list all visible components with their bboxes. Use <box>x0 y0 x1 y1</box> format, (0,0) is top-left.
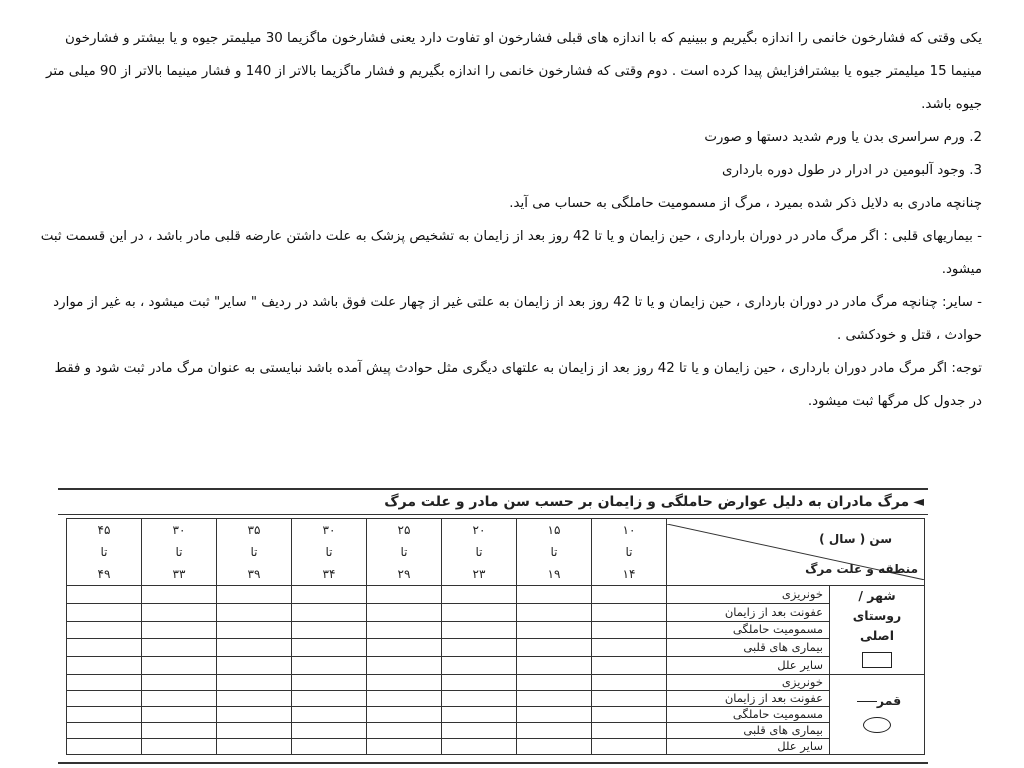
age-group-text: تا <box>400 545 408 559</box>
data-entry-cell[interactable] <box>517 603 592 621</box>
table-row <box>67 691 925 707</box>
cause-label: خونریزی <box>667 586 830 604</box>
age-group-header <box>217 519 292 586</box>
age-group-text: ۲۰ <box>472 523 486 537</box>
cause-label: مسمومیت حاملگی <box>667 621 830 639</box>
data-entry-cell[interactable] <box>442 723 517 739</box>
data-entry-cell[interactable] <box>217 603 292 621</box>
data-entry-cell[interactable] <box>592 739 667 755</box>
age-group-text: تا <box>625 545 633 559</box>
age-group-text: ۲۹ <box>397 567 411 581</box>
table-row <box>67 739 925 755</box>
age-group-text: ۱۰ <box>622 523 636 537</box>
region-cell-satellite <box>830 675 925 755</box>
age-group-text: ۳۹ <box>247 567 261 581</box>
age-group-text: ۴۹ <box>97 567 111 581</box>
data-entry-cell[interactable] <box>292 723 367 739</box>
table-row <box>67 657 925 675</box>
age-group-text: ۳۵ <box>247 523 261 537</box>
data-entry-cell[interactable] <box>217 586 292 604</box>
data-entry-cell[interactable] <box>142 707 217 723</box>
document-body <box>40 22 982 418</box>
age-group-text: ۳۳ <box>172 567 186 581</box>
age-group-text: تا <box>100 545 108 559</box>
age-group-text: ۲۳ <box>472 567 486 581</box>
data-entry-cell[interactable] <box>292 675 367 691</box>
data-entry-cell[interactable] <box>67 586 142 604</box>
data-entry-cell[interactable] <box>517 707 592 723</box>
table-row <box>67 586 925 604</box>
header-diagonal-box <box>667 524 924 580</box>
note-paragraph: توجه: اگر مرگ مادر دوران بارداری ، حین زایمان و یا تا 42 روز بعد از زایمان به علتهای دیگری مثل حوادث پیش آمده باشد نبایستی به عنوان مرگ مادر ثبت شود و فقط <box>54 361 982 376</box>
data-entry-cell[interactable] <box>592 707 667 723</box>
data-entry-cell[interactable] <box>67 739 142 755</box>
header-diagonal-cell <box>667 519 925 586</box>
data-entry-cell[interactable] <box>142 603 217 621</box>
data-entry-cell[interactable] <box>217 639 292 657</box>
data-entry-cell[interactable] <box>217 675 292 691</box>
data-entry-cell[interactable] <box>592 639 667 657</box>
data-entry-cell[interactable] <box>517 675 592 691</box>
data-entry-cell[interactable] <box>367 723 442 739</box>
data-entry-cell[interactable] <box>292 691 367 707</box>
maternal-death-table <box>66 518 925 755</box>
data-entry-cell[interactable] <box>142 723 217 739</box>
data-entry-cell[interactable] <box>517 639 592 657</box>
form-bottom-rule <box>58 762 928 764</box>
underline-mark <box>857 701 877 702</box>
age-group-text: تا <box>325 545 333 559</box>
table-row <box>67 639 925 657</box>
age-group-text: تا <box>475 545 483 559</box>
age-group-header <box>142 519 217 586</box>
age-group-header <box>367 519 442 586</box>
data-entry-cell[interactable] <box>292 707 367 723</box>
region-label: شهر / <box>858 588 896 603</box>
data-entry-cell[interactable] <box>217 691 292 707</box>
age-group-text: ۴۵ <box>97 523 111 537</box>
maternal-death-form <box>58 488 928 764</box>
cause-label: عفونت بعد از زایمان <box>667 691 830 707</box>
data-entry-cell[interactable] <box>367 675 442 691</box>
data-entry-cell[interactable] <box>367 586 442 604</box>
data-entry-cell[interactable] <box>142 639 217 657</box>
data-entry-cell[interactable] <box>367 657 442 675</box>
region-label: قمر <box>830 691 924 711</box>
square-checkbox-icon <box>862 652 892 668</box>
data-entry-cell[interactable] <box>217 723 292 739</box>
data-entry-cell[interactable] <box>367 739 442 755</box>
age-group-text: تا <box>175 545 183 559</box>
cause-label: سایر علل <box>667 657 830 675</box>
list-item-3: 3. وجود آلبومین در ادرار در طول دوره بارداری <box>722 163 982 178</box>
data-entry-cell[interactable] <box>142 586 217 604</box>
data-entry-cell[interactable] <box>592 621 667 639</box>
form-title-row <box>58 488 928 515</box>
age-group-text: ۳۰ <box>322 523 336 537</box>
data-entry-cell[interactable] <box>292 657 367 675</box>
age-group-text: ۱۵ <box>547 523 561 537</box>
cause-label: سایر علل <box>667 739 830 755</box>
paragraph-line: در جدول کل مرگها ثبت میشود. <box>807 394 982 409</box>
data-entry-cell[interactable] <box>367 603 442 621</box>
cause-label: بیماری های قلبی <box>667 723 830 739</box>
data-entry-cell[interactable] <box>592 723 667 739</box>
data-entry-cell[interactable] <box>367 621 442 639</box>
data-entry-cell[interactable] <box>217 739 292 755</box>
data-entry-cell[interactable] <box>142 691 217 707</box>
data-entry-cell[interactable] <box>67 603 142 621</box>
paragraph-line: چنانچه مادری به دلایل ذکر شده بمیرد ، مرگ از مسمومیت حاملگی به حساب می آید. <box>509 196 982 211</box>
data-entry-cell[interactable] <box>67 707 142 723</box>
paragraph-line: جیوه باشد. <box>921 97 982 112</box>
data-entry-cell[interactable] <box>442 691 517 707</box>
cause-label: بیماری های قلبی <box>667 639 830 657</box>
age-group-text: ۲۵ <box>397 523 411 537</box>
table-row <box>67 675 925 691</box>
data-entry-cell[interactable] <box>67 723 142 739</box>
triangle-marker-icon: ◄ <box>913 494 924 510</box>
data-entry-cell[interactable] <box>517 739 592 755</box>
data-entry-cell[interactable] <box>217 707 292 723</box>
other-causes-paragraph: - سایر: چنانچه مرگ مادر در دوران بارداری ، حین زایمان و یا تا 42 روز بعد از زایمان به علتی غیر از چهار علت فوق باشد در ردیف " سایر" ثبت میشود ، به غیر از موارد <box>53 295 982 310</box>
data-entry-cell[interactable] <box>517 723 592 739</box>
data-entry-cell[interactable] <box>217 621 292 639</box>
age-group-header <box>442 519 517 586</box>
paragraph-line: مینیما 15 میلیمتر جیوه یا بیشترافزایش پیدا کرده است . دوم وقتی که فشارخون خانمی را اندازه بگیریم و فشار ماگزیما بالاتر از 140 و فشار مینیما بالاتر از 90 میلی متر <box>45 64 982 79</box>
cause-label: خونریزی <box>667 675 830 691</box>
data-entry-cell[interactable] <box>142 739 217 755</box>
data-entry-cell[interactable] <box>442 639 517 657</box>
list-item-2: 2. ورم سراسری بدن یا ورم شدید دستها و صورت <box>704 130 982 145</box>
data-entry-cell[interactable] <box>67 657 142 675</box>
data-entry-cell[interactable] <box>592 586 667 604</box>
data-entry-cell[interactable] <box>517 691 592 707</box>
data-entry-cell[interactable] <box>292 603 367 621</box>
table-row <box>67 723 925 739</box>
region-cause-header-label: منطقه و علت مرگ <box>805 562 918 576</box>
data-entry-cell[interactable] <box>592 657 667 675</box>
table-row <box>67 621 925 639</box>
region-cell-main <box>830 586 925 675</box>
age-group-text: ۳۴ <box>322 567 336 581</box>
region-label: اصلی <box>859 628 895 643</box>
data-entry-cell[interactable] <box>367 707 442 723</box>
data-entry-cell[interactable] <box>442 675 517 691</box>
data-entry-cell[interactable] <box>292 621 367 639</box>
paragraph-line: حوادث ، قتل و خودکشی . <box>836 328 982 343</box>
data-entry-cell[interactable] <box>442 739 517 755</box>
data-entry-cell[interactable] <box>142 675 217 691</box>
table-row <box>67 603 925 621</box>
data-entry-cell[interactable] <box>292 586 367 604</box>
age-header-label: سن ( سال ) <box>819 532 892 546</box>
data-entry-cell[interactable] <box>592 675 667 691</box>
table-row <box>67 707 925 723</box>
age-group-text: تا <box>550 545 558 559</box>
data-entry-cell[interactable] <box>292 739 367 755</box>
data-entry-cell[interactable] <box>442 621 517 639</box>
data-entry-cell[interactable] <box>142 621 217 639</box>
age-group-text: ۱۹ <box>547 567 561 581</box>
age-group-header <box>517 519 592 586</box>
data-entry-cell[interactable] <box>442 586 517 604</box>
cause-label: مسمومیت حاملگی <box>667 707 830 723</box>
data-entry-cell[interactable] <box>442 603 517 621</box>
age-group-text: تا <box>250 545 258 559</box>
data-entry-cell[interactable] <box>517 621 592 639</box>
data-entry-cell[interactable] <box>592 603 667 621</box>
data-entry-cell[interactable] <box>142 657 217 675</box>
paragraph-line: یکی وقتی که فشارخون خانمی را اندازه بگیریم و ببینیم که با اندازه های قبلی فشارخون او تفاوت دارد یعنی فشارخون ماگزیما 30 میلیمتر جیوه و یا بیشتر و فشارخون <box>65 31 982 46</box>
form-title: مرگ مادران به دلیل عوارض حاملگی و زایمان بر حسب سن مادر و علت مرگ <box>384 494 910 510</box>
data-entry-cell[interactable] <box>67 675 142 691</box>
data-entry-cell[interactable] <box>592 691 667 707</box>
age-group-text: ۱۴ <box>622 567 636 581</box>
cause-label: عفونت بعد از زایمان <box>667 603 830 621</box>
data-entry-cell[interactable] <box>292 639 367 657</box>
age-group-header <box>67 519 142 586</box>
data-entry-cell[interactable] <box>67 621 142 639</box>
data-entry-cell[interactable] <box>367 691 442 707</box>
age-group-header <box>292 519 367 586</box>
data-entry-cell[interactable] <box>67 639 142 657</box>
heart-disease-paragraph: - بیماریهای قلبی : اگر مرگ مادر در دوران بارداری ، حین زایمان و یا تا 42 روز بعد از زایمان به تشخیص پزشک به علت داشتن عارضه قلبی مادر باشد ، در این قسمت ثبت <box>40 229 982 244</box>
data-entry-cell[interactable] <box>442 657 517 675</box>
circle-checkbox-icon <box>863 717 891 733</box>
data-entry-cell[interactable] <box>67 691 142 707</box>
data-entry-cell[interactable] <box>217 657 292 675</box>
data-entry-cell[interactable] <box>517 586 592 604</box>
region-label: روستای <box>852 608 902 623</box>
data-entry-cell[interactable] <box>517 657 592 675</box>
age-group-header <box>592 519 667 586</box>
data-entry-cell[interactable] <box>367 639 442 657</box>
data-entry-cell[interactable] <box>442 707 517 723</box>
table-header-row <box>67 519 925 586</box>
age-group-text: ۳۰ <box>172 523 186 537</box>
paragraph-line: میشود. <box>941 262 982 277</box>
